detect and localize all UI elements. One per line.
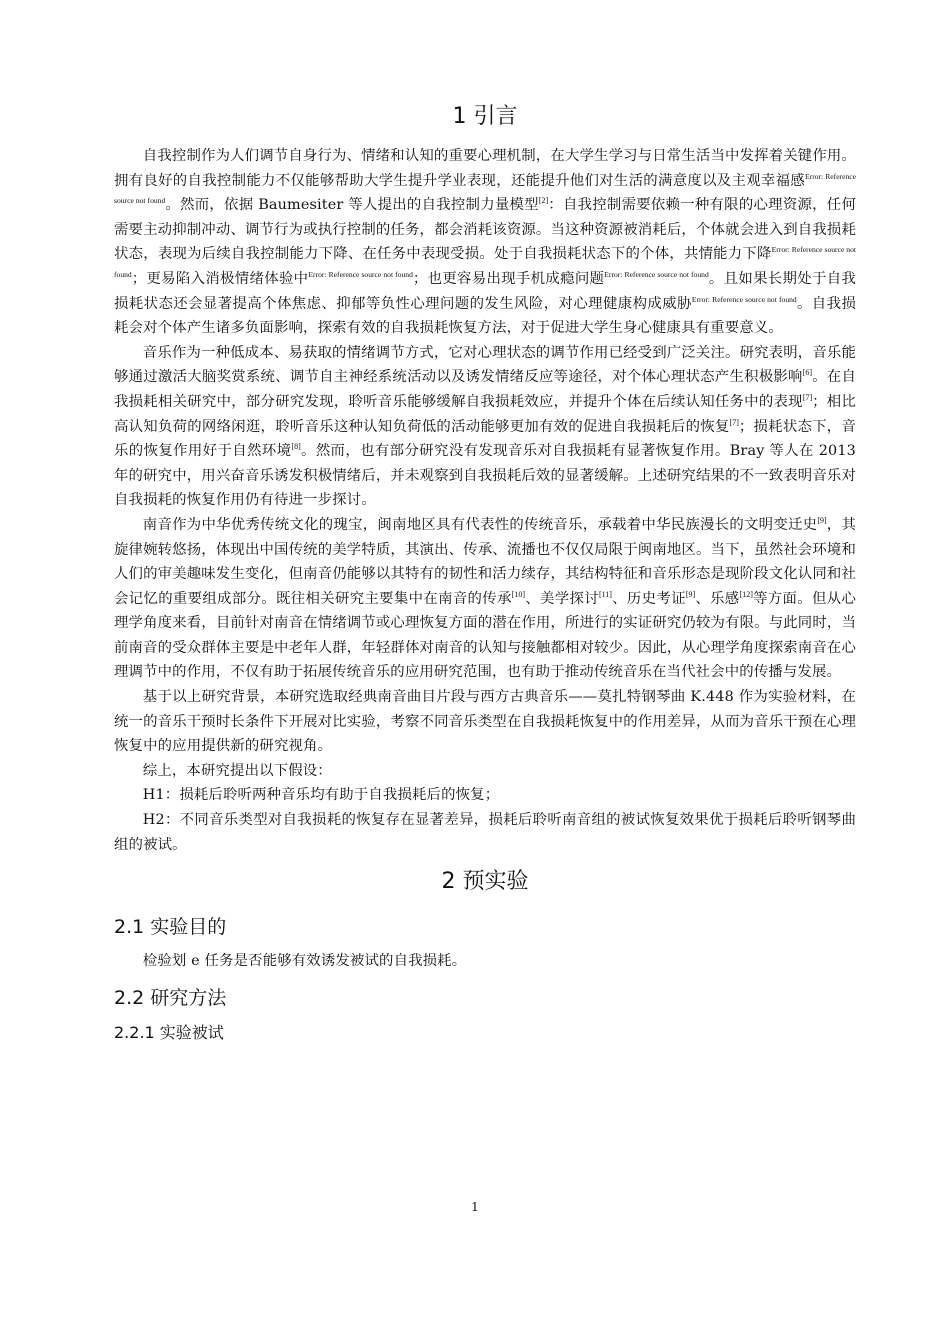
section-1-title: 1 引言 xyxy=(452,104,518,129)
intro-paragraph-5: 综上，本研究提出以下假设： xyxy=(142,762,332,779)
citation-error: Error: Reference source not found xyxy=(604,270,709,280)
intro-paragraph-2: 音乐作为一种低成本、易获取的情绪调节方式，它对心理状态的调节作用已经受到广泛关注。研究表明，音乐能够通过激活大脑奖赏系统、调节自主神经系统活动以及诱发情绪反应等途径，对个体心理状态产生积极影响[6]。在自我损耗相关研究中，部分研究发现，聆听音乐能够缓解自我损耗效应，并提升个体在后续认知任务中的表现[7]；相比高认知负荷的网络闲逛，聆听音乐这种认知负荷低的活动能够更加有效的促进自我损耗后的恢复[7]；损耗状态下，音乐的恢复作用好于自然环境[8]。然而，也有部分研究没有发现音乐对自我损耗有显著恢复作用。Bray 等人在 2013 年的研究中，用兴奋音乐诱发积极情绪后，并未观察到自我损耗后效的显著缓解。上述研究结果的不一致表明音乐对自我损耗的恢复作用仍有待进一步探讨。 xyxy=(114,344,856,509)
citation: [11] xyxy=(598,589,612,599)
citation: [2] xyxy=(538,196,549,206)
page-content xyxy=(114,100,856,1046)
intro-paragraph-4: 基于以上研究背景，本研究选取经典南音曲目片段与西方古典音乐——莫扎特钢琴曲 K.448 作为实验材料，在统一的音乐干预时长条件下开展对比实验，考察不同音乐类型在自我损耗恢复中的作用差异，从而为音乐干预在心理恢复中的应用提供新的研究视角。 xyxy=(114,689,856,755)
citation-error: Error: Reference source not found xyxy=(691,294,797,304)
section-2-1-title: 2.1 实验目的 xyxy=(114,916,227,939)
page-number: 1 xyxy=(471,1200,479,1214)
citation: [8] xyxy=(291,442,301,452)
section-2-1-text: 检验划 e 任务是否能够有效诱发被试的自我损耗。 xyxy=(142,953,467,970)
citation: [9] xyxy=(685,589,696,599)
section-2-title: 2 预实验 xyxy=(441,869,529,895)
citation: [7] xyxy=(802,393,813,403)
citation: [7] xyxy=(729,417,739,427)
section-2-2-1-title: 2.2.1 实验被试 xyxy=(114,1022,224,1042)
citation-error: Error: Reference source not found xyxy=(114,171,856,206)
hypothesis-1: H1：损耗后聆听两种音乐均有助于自我损耗后的恢复； xyxy=(142,787,500,804)
citation: [9] xyxy=(817,516,827,526)
citation-error: Error: Reference source not found xyxy=(308,270,413,280)
section-2-2-title: 2.2 研究方法 xyxy=(114,986,227,1009)
citation: [12] xyxy=(739,589,753,599)
citation-error: Error: Reference source not found xyxy=(114,245,856,280)
citation: [10] xyxy=(511,589,526,599)
intro-paragraph-1: 自我控制作为人们调节自身行为、情绪和认知的重要心理机制，在大学生学习与日常生活当中发挥着关键作用。拥有良好的自我控制能力不仅能够帮助大学生提升学业表现，还能提升他们对生活的满意度以及主观幸福感$^{Error: Reference source not found}$。然而，依据 Baumesiter 等人提出的自我控制力量模型[2]：自我控制需要依赖一种有限的心理资源，任何需要主动抑制冲动、调节行为或执行控制的任务，都会消耗该资源。当这种资源被消耗后，个体就会进入到自我损耗状态，表现为后续自我控制能力下降、在任务中表现受损。处于自我损耗状态下的个体，共情能力下降$^{Error: Reference source not found}$；更易陷入消极情绪体验中$^{Error: Reference source not found}$；也更容易出现手机成瘾问题$^{Error: Reference source not found}$。且如果长期处于自我损耗状态还会显著提高个体焦虑、抑郁等负性心理问题的发生风险，对心理健康构成威胁$^{Error: Reference source not found}$。自我损耗会对个体产生诸多负面影响，探索有效的自我损耗恢复方法，对于促进大学生身心健康具有重要意义。 xyxy=(114,148,856,337)
intro-paragraph-3: 南音作为中华优秀传统文化的瑰宝，闽南地区具有代表性的传统音乐，承载着中华民族漫长的文明变迁史[9]，其旋律婉转悠扬，体现出中国传统的美学特质，其演出、传承、流播也不仅仅局限于闽南地区。当下，虽然社会环境和人们的审美趣味发生变化，但南音仍能够以其特有的韧性和活力续存，其结构特征和音乐形态是现阶段文化认同和社会记忆的重要组成部分。既往相关研究主要集中在南音的传承[10]、美学探讨[11]、历史考证[9]、乐感[12]等方面。但从心理学角度来看，目前针对南音在情绪调节或心理恢复方面的潜在作用，所进行的实证研究仍较为有限。与此同时，当前南音的受众群体主要是中老年人群，年轻群体对南音的认知与接触都相对较少。因此，从心理学角度探索南音在心理调节中的作用，不仅有助于拓展传统音乐的应用研究范围，也有助于推动传统音乐在当代社会中的传播与发展。 xyxy=(114,516,856,681)
hypothesis-2: H2：不同音乐类型对自我损耗的恢复存在显著差异，损耗后聆听南音组的被试恢复效果优于损耗后聆听钢琴曲组的被试。 xyxy=(114,812,856,853)
citation: [6] xyxy=(802,368,813,378)
